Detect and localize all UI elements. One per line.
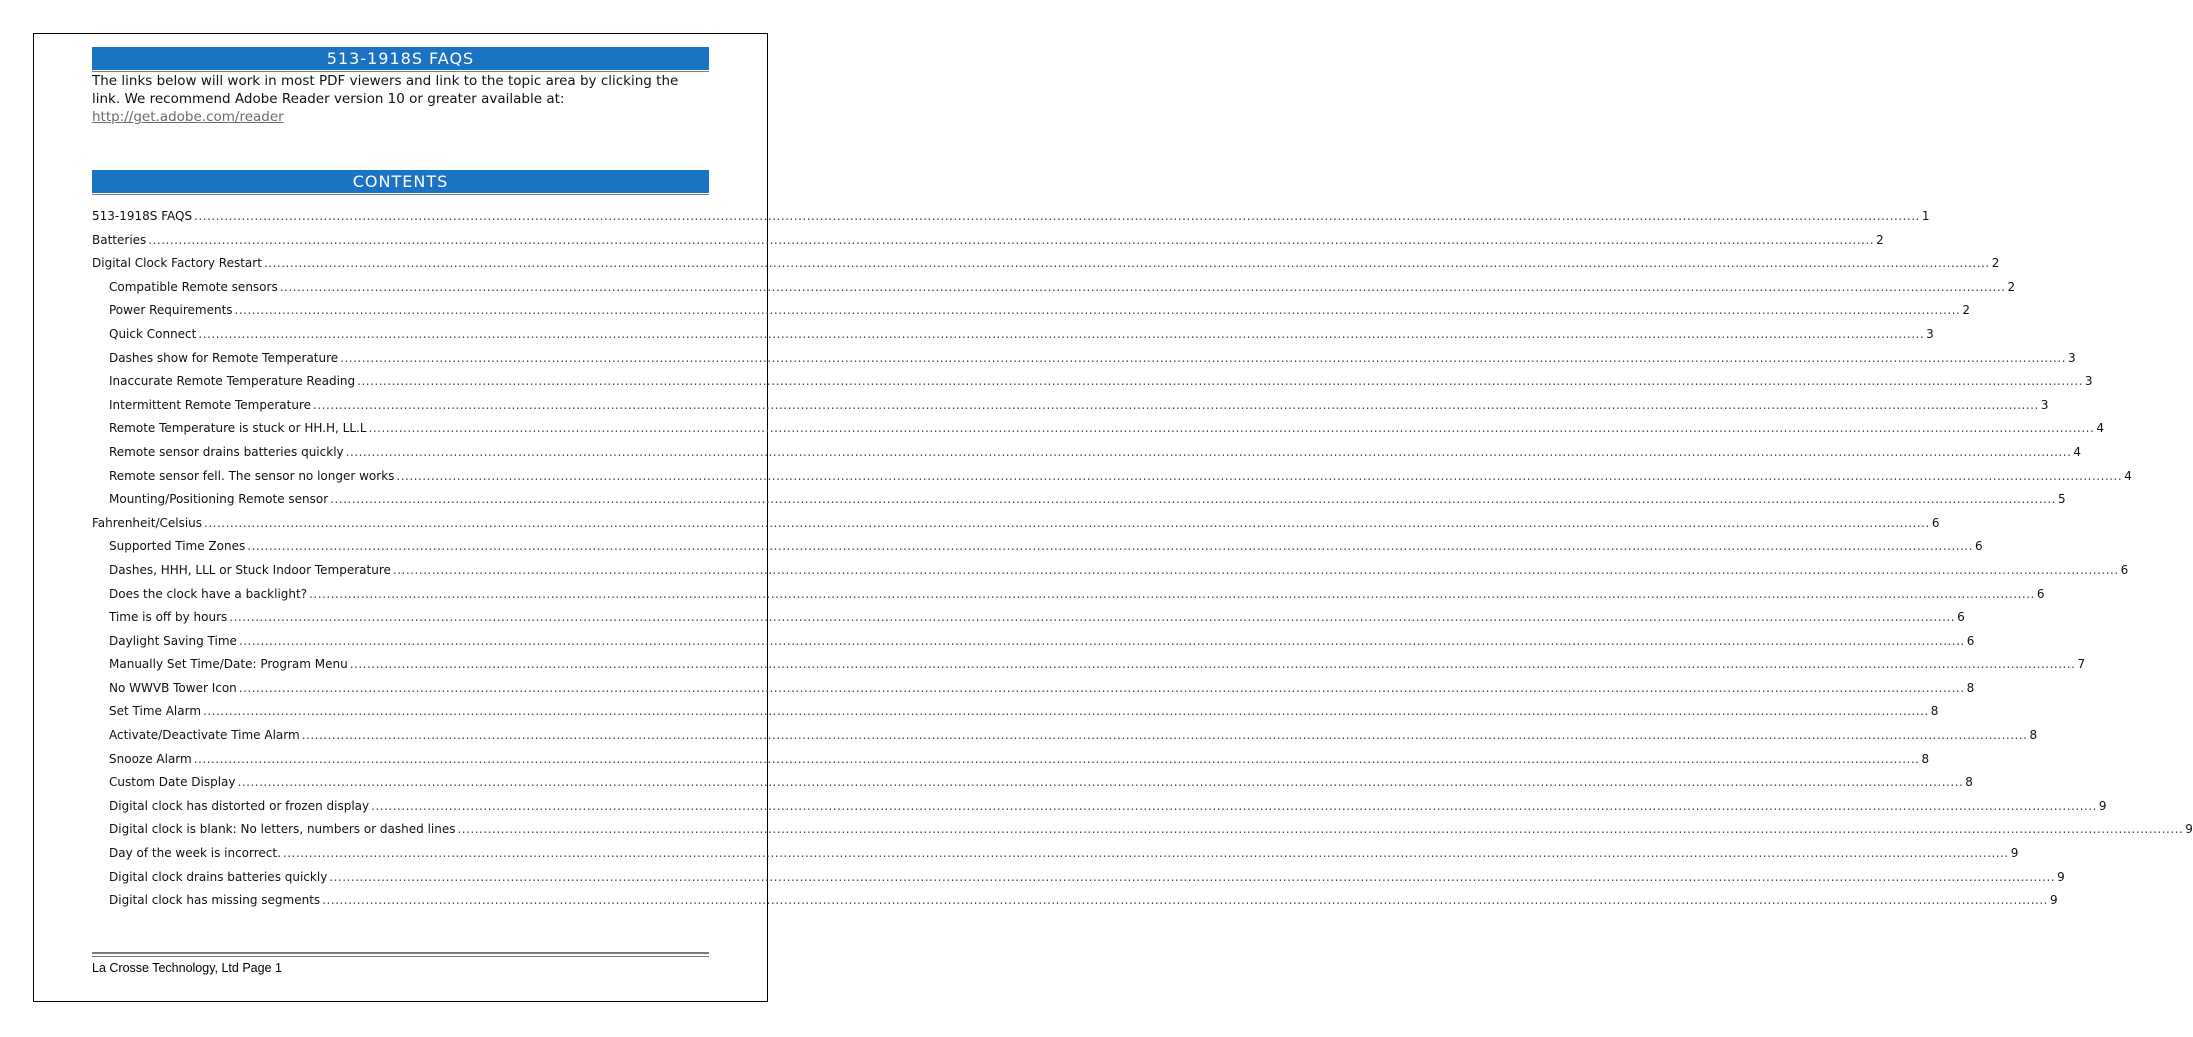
toc-entry[interactable] xyxy=(92,846,2019,870)
toc-entry-page: 7 xyxy=(2077,657,2086,672)
toc-entry-page: 4 xyxy=(2096,421,2104,436)
toc-entry[interactable] xyxy=(92,633,1975,658)
toc-entry-title: Digital Clock Factory Restart xyxy=(92,256,262,271)
toc-entry-page: 9 xyxy=(2098,798,2107,813)
toc-entry-page: 4 xyxy=(2124,468,2132,483)
toc-entry-title: Power Requirements xyxy=(109,303,233,318)
toc-entry[interactable] xyxy=(92,775,1973,799)
toc-entry-page: 6 xyxy=(1931,515,1940,530)
toc-entry-title: Supported Time Zones xyxy=(109,539,246,554)
toc-leader-dots: ................................................................................................................................................................................................................................................................................................................................................................................................................ xyxy=(457,822,2184,837)
toc-entry-title: Quick Connect xyxy=(109,326,197,341)
toc-leader-dots: ................................................................................................................................................................................................................................................................................................................................................................................................................ xyxy=(340,350,2066,365)
toc-entry[interactable] xyxy=(92,397,2049,422)
adobe-reader-link[interactable]: http://get.adobe.com/reader xyxy=(92,109,284,125)
toc-entry[interactable] xyxy=(92,704,1939,728)
toc-entry-title: Digital clock is blank: No letters, numbers or dashed lines xyxy=(109,822,456,837)
toc-leader-dots: ................................................................................................................................................................................................................................................................................................................................................................................................................ xyxy=(204,515,1930,530)
toc-entry[interactable] xyxy=(92,822,2193,846)
toc-entry-page: 8 xyxy=(1921,751,1930,766)
toc-entry[interactable] xyxy=(92,539,1983,563)
toc-entry[interactable] xyxy=(92,893,2058,917)
toc-entry-page: 2 xyxy=(1962,303,1970,318)
toc-entry-title: Custom Date Display xyxy=(109,775,236,790)
toc-entry-title: Digital clock has missing segments xyxy=(109,893,321,908)
toc-leader-dots: ................................................................................................................................................................................................................................................................................................................................................................................................................ xyxy=(313,397,2039,412)
toc-leader-dots: ................................................................................................................................................................................................................................................................................................................................................................................................................ xyxy=(392,562,2119,577)
toc-entry-page: 6 xyxy=(2120,562,2129,577)
toc-leader-dots: ................................................................................................................................................................................................................................................................................................................................................................................................................ xyxy=(237,775,1964,790)
toc-leader-dots: ................................................................................................................................................................................................................................................................................................................................................................................................................ xyxy=(301,728,2028,743)
intro-paragraph xyxy=(92,72,702,126)
toc-entry-title: Compatible Remote sensors xyxy=(109,279,278,294)
toc-entry-page: 6 xyxy=(1966,633,1975,648)
toc-entry-title: No WWVB Tower Icon xyxy=(109,680,237,695)
toc-leader-dots: ................................................................................................................................................................................................................................................................................................................................................................................................................ xyxy=(263,256,1990,271)
toc-leader-dots: ................................................................................................................................................................................................................................................................................................................................................................................................................ xyxy=(194,209,1920,223)
toc-entry[interactable] xyxy=(92,798,2107,823)
toc-entry[interactable] xyxy=(92,374,2093,398)
toc-entry-title: Batteries xyxy=(92,232,147,247)
toc-entry[interactable] xyxy=(92,680,1975,705)
toc-entry-page: 8 xyxy=(1966,680,1975,695)
toc-leader-dots: ................................................................................................................................................................................................................................................................................................................................................................................................................ xyxy=(148,232,1875,247)
toc-leader-dots: ................................................................................................................................................................................................................................................................................................................................................................................................................ xyxy=(322,893,2048,908)
toc-leader-dots: ................................................................................................................................................................................................................................................................................................................................................................................................................ xyxy=(309,586,2035,601)
toc-leader-dots: ................................................................................................................................................................................................................................................................................................................................................................................................................ xyxy=(349,657,2076,672)
toc-leader-dots: ................................................................................................................................................................................................................................................................................................................................................................................................................ xyxy=(238,680,1965,695)
footer-rule-thin xyxy=(92,956,709,957)
toc-entry-title: Manually Set Time/Date: Program Menu xyxy=(109,657,348,672)
toc-entry[interactable] xyxy=(92,610,1965,634)
toc-entry[interactable] xyxy=(92,586,2045,611)
toc-entry-page: 3 xyxy=(2084,374,2093,389)
toc-entry-page: 9 xyxy=(2049,893,2058,908)
toc-entry-title: Day of the week is incorrect. xyxy=(109,846,281,861)
toc-entry-title: Dashes show for Remote Temperature xyxy=(109,350,339,365)
page-title: 513-1918S FAQS xyxy=(92,47,709,70)
toc-entry-title: Does the clock have a backlight? xyxy=(109,586,308,601)
toc-entry[interactable] xyxy=(92,303,1970,327)
footer-rule xyxy=(92,952,709,954)
toc-leader-dots: ................................................................................................................................................................................................................................................................................................................................................................................................................ xyxy=(329,869,2056,884)
toc-entry[interactable] xyxy=(92,209,1930,233)
toc-leader-dots: ................................................................................................................................................................................................................................................................................................................................................................................................................ xyxy=(198,326,1925,341)
toc-entry[interactable] xyxy=(92,562,2129,587)
toc-leader-dots: ................................................................................................................................................................................................................................................................................................................................................................................................................ xyxy=(203,704,1929,719)
toc-entry-page: 6 xyxy=(1957,610,1965,625)
toc-leader-dots: ................................................................................................................................................................................................................................................................................................................................................................................................................ xyxy=(396,468,2123,483)
toc-entry-page: 2 xyxy=(2007,279,2016,294)
toc-leader-dots: ................................................................................................................................................................................................................................................................................................................................................................................................................ xyxy=(371,798,2097,813)
toc-entry-title: Intermittent Remote Temperature xyxy=(109,397,312,412)
toc-entry[interactable] xyxy=(92,279,2016,304)
toc-entry-page: 8 xyxy=(1965,775,1973,790)
toc-entry-page: 1 xyxy=(1921,209,1930,223)
toc-entry-title: Digital clock drains batteries quickly xyxy=(109,869,328,884)
toc-leader-dots: ................................................................................................................................................................................................................................................................................................................................................................................................................ xyxy=(238,633,1965,648)
toc-entry[interactable] xyxy=(92,751,1930,776)
toc-leader-dots: ................................................................................................................................................................................................................................................................................................................................................................................................................ xyxy=(368,421,2095,436)
toc-entry[interactable] xyxy=(92,657,2086,681)
toc-leader-dots: ................................................................................................................................................................................................................................................................................................................................................................................................................ xyxy=(279,279,2006,294)
contents-underline xyxy=(92,194,709,195)
toc-entry[interactable] xyxy=(92,326,1934,351)
toc-entry[interactable] xyxy=(92,232,1884,257)
toc-entry-title: Activate/Deactivate Time Alarm xyxy=(109,728,300,743)
toc-entry-page: 4 xyxy=(2073,444,2082,459)
toc-entry-page: 9 xyxy=(2185,822,2193,837)
toc-entry-title: Remote sensor fell. The sensor no longer works xyxy=(109,468,395,483)
intro-text: The links below will work in most PDF viewers and link to the topic area by clicking the link. We recommend Adobe Reader version 10 or greater available at: xyxy=(92,73,679,107)
toc-entry[interactable] xyxy=(92,350,2076,375)
toc-entry[interactable] xyxy=(92,492,2066,516)
toc-entry[interactable] xyxy=(92,444,2082,469)
toc-entry[interactable] xyxy=(92,468,2132,493)
toc-entry-page: 3 xyxy=(1926,326,1934,341)
toc-leader-dots: ................................................................................................................................................................................................................................................................................................................................................................................................................ xyxy=(282,846,2009,861)
toc-leader-dots: ................................................................................................................................................................................................................................................................................................................................................................................................................ xyxy=(234,303,1961,318)
toc-entry-page: 6 xyxy=(1975,539,1983,554)
toc-entry-title: Fahrenheit/Celsius xyxy=(92,515,203,530)
toc-entry-page: 8 xyxy=(2029,728,2038,743)
toc-entry-page: 3 xyxy=(2040,397,2049,412)
toc-entry-page: 5 xyxy=(2057,492,2066,507)
footer-text: La Crosse Technology, Ltd Page 1 xyxy=(92,961,282,975)
toc-entry[interactable] xyxy=(92,869,2065,894)
toc-entry[interactable] xyxy=(92,515,1940,540)
toc-entry-title: Set Time Alarm xyxy=(109,704,202,719)
toc-entry-page: 2 xyxy=(1876,232,1884,247)
toc-entry-page: 3 xyxy=(2067,350,2076,365)
toc-entry-title: Time is off by hours xyxy=(109,610,228,625)
toc-leader-dots: ................................................................................................................................................................................................................................................................................................................................................................................................................ xyxy=(193,751,1920,766)
toc-entry-page: 2 xyxy=(1991,256,2000,271)
toc-entry-title: Inaccurate Remote Temperature Reading xyxy=(109,374,356,389)
toc-entry-title: Daylight Saving Time xyxy=(109,633,237,648)
toc-entry-title: Mounting/Positioning Remote sensor xyxy=(109,492,329,507)
toc-leader-dots: ................................................................................................................................................................................................................................................................................................................................................................................................................ xyxy=(229,610,1956,625)
toc-entry[interactable] xyxy=(92,421,2104,445)
toc-leader-dots: ................................................................................................................................................................................................................................................................................................................................................................................................................ xyxy=(247,539,1974,554)
toc-entry[interactable] xyxy=(92,728,2038,752)
toc-entry-page: 6 xyxy=(2036,586,2045,601)
toc-entry-title: Dashes, HHH, LLL or Stuck Indoor Temperature xyxy=(109,562,391,577)
toc-entry-title: Digital clock has distorted or frozen display xyxy=(109,798,370,813)
toc-entry-page: 9 xyxy=(2057,869,2065,884)
toc-entry-title: 513-1918S FAQS xyxy=(92,209,193,223)
toc-leader-dots: ................................................................................................................................................................................................................................................................................................................................................................................................................ xyxy=(330,492,2056,507)
toc-entry[interactable] xyxy=(92,256,2000,280)
contents-heading: CONTENTS xyxy=(92,170,709,193)
table-of-contents xyxy=(92,209,2193,917)
toc-entry-title: Snooze Alarm xyxy=(109,751,192,766)
toc-leader-dots: ................................................................................................................................................................................................................................................................................................................................................................................................................ xyxy=(357,374,2083,389)
toc-entry-page: 9 xyxy=(2010,846,2019,861)
toc-entry-title: Remote Temperature is stuck or HH.H, LL.L xyxy=(109,421,367,436)
toc-entry-title: Remote sensor drains batteries quickly xyxy=(109,444,344,459)
toc-entry-page: 8 xyxy=(1930,704,1939,719)
toc-leader-dots: ................................................................................................................................................................................................................................................................................................................................................................................................................ xyxy=(345,444,2072,459)
